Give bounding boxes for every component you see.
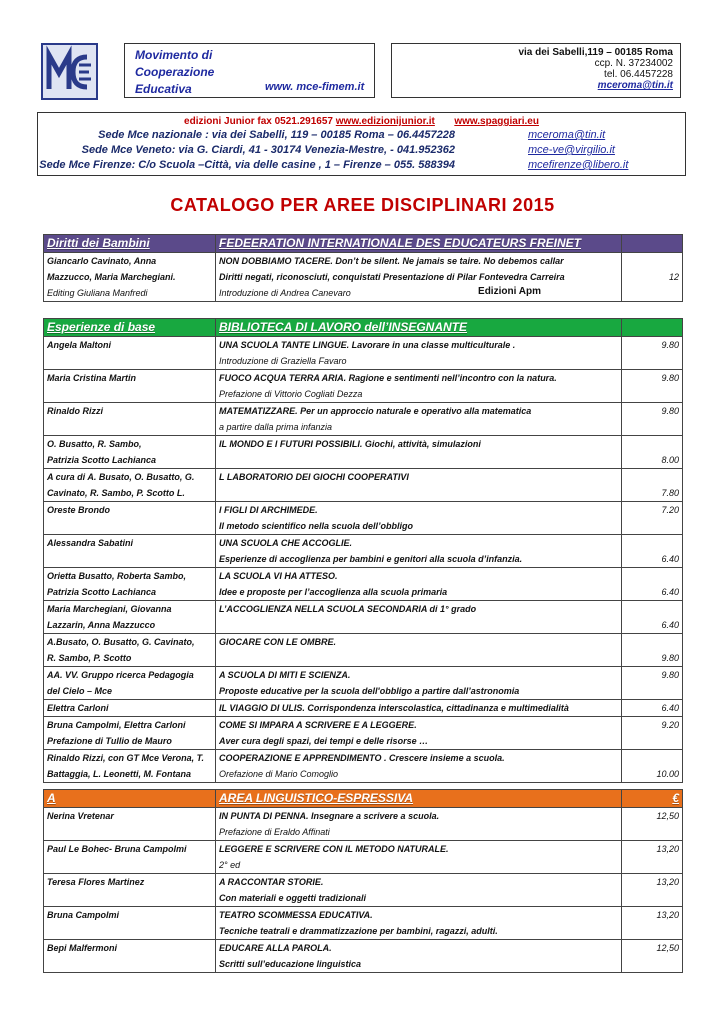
book-title-cell [216,907,622,940]
book-subtitle [219,452,618,468]
org-line-1: Movimento di [135,48,213,62]
book-title: A SCUOLA DI MITI E SCIENZA. [219,670,351,680]
book-price: 9.80 [622,337,683,370]
sede-email-link[interactable]: mce-ve@virgilio.it [528,144,615,156]
book-subtitle: Tecniche teatrali e drammatizzazione per bambini, ragazzi, adulti. [219,926,498,936]
author-line: Alessandra Sabatini [47,538,134,548]
book-price: 12,50 [622,808,683,841]
book-title-cell [216,940,622,973]
phone: tel. 06.4457228 [604,69,673,80]
book-title-cell [216,841,622,874]
author-line: A cura di A. Busato, O. Busatto, G. [47,472,195,482]
book-title-cell [216,403,622,436]
book-title-cell [216,436,622,469]
book-title-cell [216,700,622,717]
author-line: Patrizia Scotto Lachianca [47,455,157,465]
author-line: Rinaldo Rizzi, con GT Mce Verona, T. [47,753,205,763]
author-line: AA. VV. Gruppo ricerca Pedagogia [47,670,194,680]
book-title: COME SI IMPARA A SCRIVERE E A LEGGERE. [219,720,417,730]
book-title: IL MONDO E I FUTURI POSSIBILI. Giochi, attività, simulazioni [219,439,481,449]
book-price: 10.00 [622,750,683,783]
book-price: 9.20 [622,717,683,750]
book-title: LEGGERE E SCRIVERE CON IL METODO NATURALE. [219,844,449,854]
author-line: O. Busatto, R. Sambo, [47,439,142,449]
book-subtitle: Con materiali e oggetti tradizionali [219,893,367,903]
book-title: UNA SCUOLA CHE ACCOGLIE. [219,538,353,548]
author-line: Battaggia, L. Leonetti, M. Fontana [47,769,191,779]
book-authors [44,535,216,568]
book-authors [44,907,216,940]
author-line: Orietta Busatto, Roberta Sambo, [47,571,187,581]
book-row [44,750,683,783]
author-line: Bruna Campolmi, Elettra Carloni [47,720,186,730]
author-line: Teresa Flores Martinez [47,877,145,887]
book-title: MATEMATIZZARE. Per un approccio naturale e operativo alla matematica [219,406,532,416]
book-subtitle: a partire dalla prima infanzia [219,422,333,432]
book-subtitle: Diritti negati, riconosciuti, conquistati Presentazione di Pilar Fontevedra Carreira [219,272,565,282]
book-title-cell [216,750,622,783]
sede-row [38,159,685,174]
book-title: EDUCARE ALLA PAROLA. [219,943,332,953]
sede-email-link[interactable]: mcefirenze@libero.it [528,159,629,171]
author-line: Cavinato, R. Sambo, P. Scotto L. [47,488,185,498]
book-authors [44,370,216,403]
section-header-row [44,319,683,337]
book-title: L’ACCOGLIENZA NELLA SCUOLA SECONDARIA di 1° grado [219,604,477,614]
author-line: R. Sambo, P. Scotto [47,653,132,663]
contact-box [391,43,681,98]
book-subtitle: Esperienze di accoglienza per bambini e genitori alla scuola d’infanzia. [219,554,523,564]
mce-logo [41,43,98,100]
section-area-cell: Esperienze di base [44,319,216,337]
book-subtitle: Introduzione di Andrea Canevaro [219,288,351,298]
edizioni-line [38,115,685,129]
book-authors [44,808,216,841]
book-title-cell [216,667,622,700]
book-subtitle [219,650,618,666]
book-authors [44,700,216,717]
book-subtitle: Prefazione di Eraldo Affinati [219,827,330,837]
edizioni-web-link[interactable]: www.edizionijunior.it [335,116,435,127]
book-title-cell [216,502,622,535]
book-price: 13,20 [622,907,683,940]
book-authors [44,253,216,302]
sede-text: Sede Mce Firenze: C/o Scuola –Città, via delle casine , 1 – Firenze – 055. 588394 [39,159,455,171]
book-subtitle: 2° ed [219,860,241,870]
address: via dei Sabelli,119 – 00185 Roma [518,47,673,58]
catalog-section-table [43,789,683,973]
book-authors [44,601,216,634]
org-line-3: Educativa [135,82,192,96]
author-line: Bepi Malfermoni [47,943,118,953]
book-subtitle: Idee e proposte per l’accoglienza alla scuola primaria [219,587,448,597]
book-price: 12,50 [622,940,683,973]
author-line: Editing Giuliana Manfredi [47,288,148,298]
book-row [44,436,683,469]
book-title-cell [216,601,622,634]
book-row [44,601,683,634]
catalog-title: CATALOGO PER AREE DISCIPLINARI 2015 [170,195,555,215]
book-authors [44,667,216,700]
book-authors [44,436,216,469]
book-subtitle [219,617,618,633]
section-currency-cell [622,319,683,337]
author-line: del Cielo – Mce [47,686,113,696]
organization-box [124,43,375,98]
book-subtitle: Il metodo scientifico nella scuola dell’obbligo [219,521,414,531]
book-subtitle [219,485,618,501]
book-title-cell [216,634,622,667]
book-price: 6.40 [622,535,683,568]
author-line: Elettra Carloni [47,703,109,713]
section-area-cell: Diritti dei Bambini [44,235,216,253]
book-row [44,568,683,601]
book-authors [44,502,216,535]
section-series-cell: FEDEERATION INTERNATIONALE DES EDUCATEURS FREINET [216,235,622,253]
section-header-row [44,790,683,808]
book-subtitle: Prefazione di Vittorio Cogliati Dezza [219,389,363,399]
sede-email-link[interactable]: mceroma@tin.it [528,129,606,141]
book-price: 13,20 [622,841,683,874]
book-subtitle: Aver cura degli spazi, dei tempi e delle risorse … [219,736,429,746]
book-subtitle: Proposte educative per la scuola dell'obbligo a partire dall’astronomia [219,686,520,696]
book-title: GIOCARE CON LE OMBRE. [219,637,337,647]
book-authors [44,750,216,783]
email-link[interactable]: mceroma@tin.it [597,80,673,91]
book-title: COOPERAZIONE E APPRENDIMENTO . Crescere insieme a scuola. [219,753,505,763]
book-authors [44,568,216,601]
org-line-2: Cooperazione [135,65,215,79]
book-authors [44,469,216,502]
author-line: Oreste Brondo [47,505,111,515]
book-authors [44,940,216,973]
book-row [44,874,683,907]
book-price: 9.80 [622,370,683,403]
book-row [44,907,683,940]
book-title: NON DOBBIAMO TACERE. Don’t be silent. Ne jamais se taire. No debemos callar [219,256,564,266]
book-price: 6.40 [622,601,683,634]
book-title: I FIGLI DI ARCHIMEDE. [219,505,318,515]
book-title-cell [216,253,622,302]
book-title: TEATRO SCOMMESSA EDUCATIVA. [219,910,373,920]
sede-text: Sede Mce nazionale : via dei Sabelli, 119 – 00185 Roma – 06.4457228 [98,129,455,141]
book-title: A RACCONTAR STORIE. [219,877,324,887]
book-title-cell [216,535,622,568]
book-title-cell [216,874,622,907]
book-price: 9.80 [622,667,683,700]
author-line: Patrizia Scotto Lachianca [47,587,157,597]
book-title: IL VIAGGIO DI ULIS. Corrispondenza interscolastica, cittadinanza e multimedialità [219,703,569,713]
book-title-cell [216,337,622,370]
book-title-cell [216,469,622,502]
book-title-cell [216,568,622,601]
spaggiari-web-link[interactable]: www.spaggiari.eu [454,116,539,127]
section-currency-cell: € [622,790,683,808]
section-series-cell: AREA LINGUISTICO-ESPRESSIVA [216,790,622,808]
book-row [44,700,683,717]
book-price: 13,20 [622,874,683,907]
book-row [44,403,683,436]
author-line: Prefazione di Tullio de Mauro [47,736,172,746]
sede-text: Sede Mce Veneto: via G. Ciardi, 41 - 30174 Venezia-Mestre, - 041.952362 [81,144,455,156]
author-line: Maria Marchegiani, Giovanna [47,604,172,614]
book-row [44,667,683,700]
book-row [44,469,683,502]
sedi-box [37,112,686,176]
book-authors [44,841,216,874]
book-row [44,940,683,973]
book-authors [44,337,216,370]
section-currency-cell [622,235,683,253]
author-line: Nerina Vretenar [47,811,114,821]
publisher-label: Edizioni Apm [478,286,541,297]
author-line: Giancarlo Cavinato, Anna [47,256,157,266]
book-title: FUOCO ACQUA TERRA ARIA. Ragione e sentimenti nell’incontro con la natura. [219,373,557,383]
book-row [44,634,683,667]
book-price: 9.80 [622,403,683,436]
catalog-section-table [43,234,683,302]
book-subtitle: Introduzione di Graziella Favaro [219,356,347,366]
book-authors [44,874,216,907]
author-line: Angela Maltoni [47,340,112,350]
book-title-cell [216,717,622,750]
book-price: 9.80 [622,634,683,667]
section-series-cell: BIBLIOTECA DI LAVORO dell’INSEGNANTE [216,319,622,337]
sede-row [38,129,685,144]
book-price: 7.20 [622,502,683,535]
sede-row [38,144,685,159]
book-row [44,502,683,535]
section-header-row [44,235,683,253]
book-price: 6.40 [622,568,683,601]
book-row [44,253,683,302]
author-line: A.Busato, O. Busatto, G. Cavinato, [47,637,195,647]
section-area-cell: A [44,790,216,808]
book-row [44,337,683,370]
website-link[interactable]: www. mce-fimem.it [265,81,365,93]
book-row [44,535,683,568]
edizioni-info: edizioni Junior fax 0521.291657 [184,116,336,127]
book-title-cell [216,370,622,403]
book-subtitle: Orefazione di Mario Comoglio [219,769,339,779]
author-line: Bruna Campolmi [47,910,120,920]
book-title: L LABORATORIO DEI GIOCHI COOPERATIVI [219,472,409,482]
book-authors [44,403,216,436]
book-price: 7.80 [622,469,683,502]
catalog-section-table [43,318,683,783]
book-price: 12 [622,253,683,302]
mce-logo-icon [43,45,96,98]
book-row [44,808,683,841]
book-subtitle: Scritti sull’educazione linguistica [219,959,362,969]
book-price: 6.40 [622,700,683,717]
author-line: Rinaldo Rizzi [47,406,103,416]
book-authors [44,717,216,750]
author-line: Paul Le Bohec- Bruna Campolmi [47,844,187,854]
book-row [44,841,683,874]
author-line: Maria Cristina Martin [47,373,137,383]
book-title-cell [216,808,622,841]
book-title: UNA SCUOLA TANTE LINGUE. Lavorare in una classe multiculturale . [219,340,516,350]
author-line: Mazzucco, Maria Marchegiani. [47,272,176,282]
book-authors [44,634,216,667]
book-title: LA SCUOLA VI HA ATTESO. [219,571,338,581]
book-title: IN PUNTA DI PENNA. Insegnare a scrivere a scuola. [219,811,440,821]
author-line: Lazzarin, Anna Mazzucco [47,620,156,630]
book-row [44,717,683,750]
book-row [44,370,683,403]
ccp: ccp. N. 37234002 [594,58,673,69]
book-price: 8.00 [622,436,683,469]
